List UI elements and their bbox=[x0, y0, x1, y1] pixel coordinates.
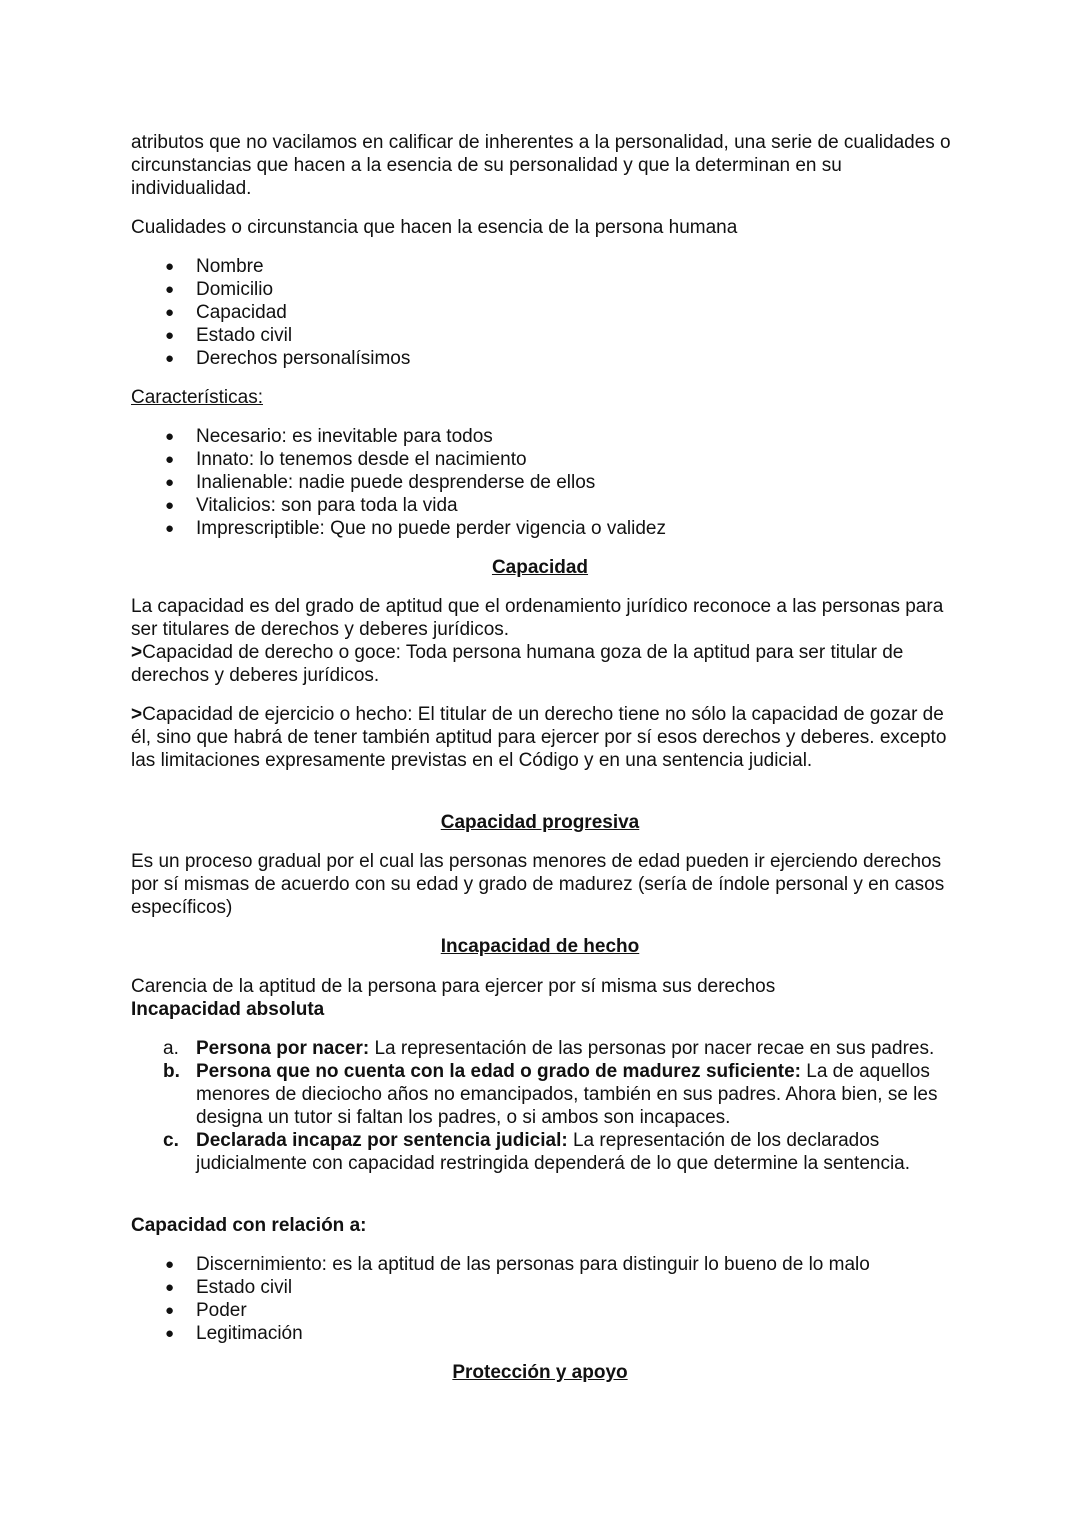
incapacidad-absoluta-title: Incapacidad absoluta bbox=[131, 999, 325, 1020]
list-item: ● Derechos personalísimos bbox=[131, 347, 951, 370]
list-marker: c. bbox=[163, 1130, 179, 1151]
capacidad-derecho bbox=[131, 641, 951, 687]
item-term: Persona por nacer: bbox=[196, 1038, 370, 1059]
caracteristicas-list bbox=[131, 425, 951, 540]
cualidades-list bbox=[131, 255, 951, 370]
list-item bbox=[131, 1129, 951, 1175]
list-item bbox=[131, 1060, 951, 1129]
progresiva-paragraph: Es un proceso gradual por el cual las personas menores de edad pueden ir ejerciendo derechos por sí mismas de acuerdo con su edad y grado de madurez (sería de índole personal y en casos específicos) bbox=[131, 851, 945, 918]
list-item: ● Inalienable: nadie puede desprenderse de ellos bbox=[131, 471, 951, 494]
list-item: ● Capacidad bbox=[131, 301, 951, 324]
cualidades-title: Cualidades o circunstancia que hacen la esencia de la persona humana bbox=[131, 217, 738, 238]
capacidad-ejercicio bbox=[131, 703, 951, 772]
list-item: ● Estado civil bbox=[131, 1276, 951, 1299]
list-item: ● Nombre bbox=[131, 255, 951, 278]
caracteristicas-title: Características: bbox=[131, 387, 263, 408]
relacion-list bbox=[131, 1253, 951, 1345]
capacidad-ejercicio-text: Capacidad de ejercicio o hecho: El titular de un derecho tiene no sólo la capacidad de gozar de él, sino que habrá de tener también aptitud para ejercer por sí esos derechos y deberes. excepto las limitaciones expresamente previstas en el Código y en una sentencia judicial. bbox=[131, 704, 947, 771]
list-item: ● Poder bbox=[131, 1299, 951, 1322]
section-heading-capacidad: Capacidad bbox=[491, 557, 589, 578]
incapacidad-paragraph: Carencia de la aptitud de la persona para ejercer por sí misma sus derechos bbox=[131, 976, 776, 997]
list-item bbox=[131, 1037, 951, 1060]
item-text: La de aquellos menores de dieciocho años no emancipados, también en sus padres. Ahora bien, se les designa un tutor si faltan los padres, o si ambos son incapaces. bbox=[196, 1061, 938, 1128]
list-item: ● Discernimiento: es la aptitud de las personas para distinguir lo bueno de lo malo bbox=[131, 1253, 951, 1276]
list-item: ● Domicilio bbox=[131, 278, 951, 301]
item-term: Persona que no cuenta con la edad o grado de madurez suficiente: bbox=[196, 1061, 801, 1082]
list-item: ● Necesario: es inevitable para todos bbox=[131, 425, 951, 448]
intro-paragraph: atributos que no vacilamos en calificar de inherentes a la personalidad, una serie de cualidades o circunstancias que hacen a la esencia de su personalidad y que la determinan en su individualidad. bbox=[131, 132, 951, 199]
capacidad-definition: La capacidad es del grado de aptitud que el ordenamiento jurídico reconoce a las personas para ser titulares de derechos y deberes jurídicos. bbox=[131, 596, 944, 640]
capacidad-derecho-text: Capacidad de derecho o goce: Toda persona humana goza de la aptitud para ser titular de derechos y deberes jurídicos. bbox=[131, 642, 904, 686]
incapacidad-list bbox=[131, 1037, 951, 1175]
section-heading-progresiva: Capacidad progresiva bbox=[440, 812, 640, 833]
list-item: ● Vitalicios: son para toda la vida bbox=[131, 494, 951, 517]
item-text: La representación de los declarados judicialmente con capacidad restringida dependerá de lo que determine la sentencia. bbox=[196, 1130, 911, 1174]
section-heading-incapacidad: Incapacidad de hecho bbox=[440, 936, 640, 957]
capacidad-paragraph bbox=[131, 595, 951, 687]
section-heading-proteccion: Protección y apoyo bbox=[452, 1362, 628, 1383]
list-item: ● Imprescriptible: Que no puede perder vigencia o validez bbox=[131, 517, 951, 540]
item-term: Declarada incapaz por sentencia judicial: bbox=[196, 1130, 568, 1151]
arrow-mark: > bbox=[131, 704, 143, 725]
arrow-mark: > bbox=[131, 642, 143, 663]
relacion-title: Capacidad con relación a: bbox=[131, 1215, 367, 1236]
list-marker: a. bbox=[163, 1038, 179, 1059]
list-item: ● Legitimación bbox=[131, 1322, 951, 1345]
list-marker: b. bbox=[163, 1061, 180, 1082]
list-item: ● Estado civil bbox=[131, 324, 951, 347]
list-item: ● Innato: lo tenemos desde el nacimiento bbox=[131, 448, 951, 471]
item-text: La representación de las personas por nacer recae en sus padres. bbox=[369, 1038, 935, 1059]
